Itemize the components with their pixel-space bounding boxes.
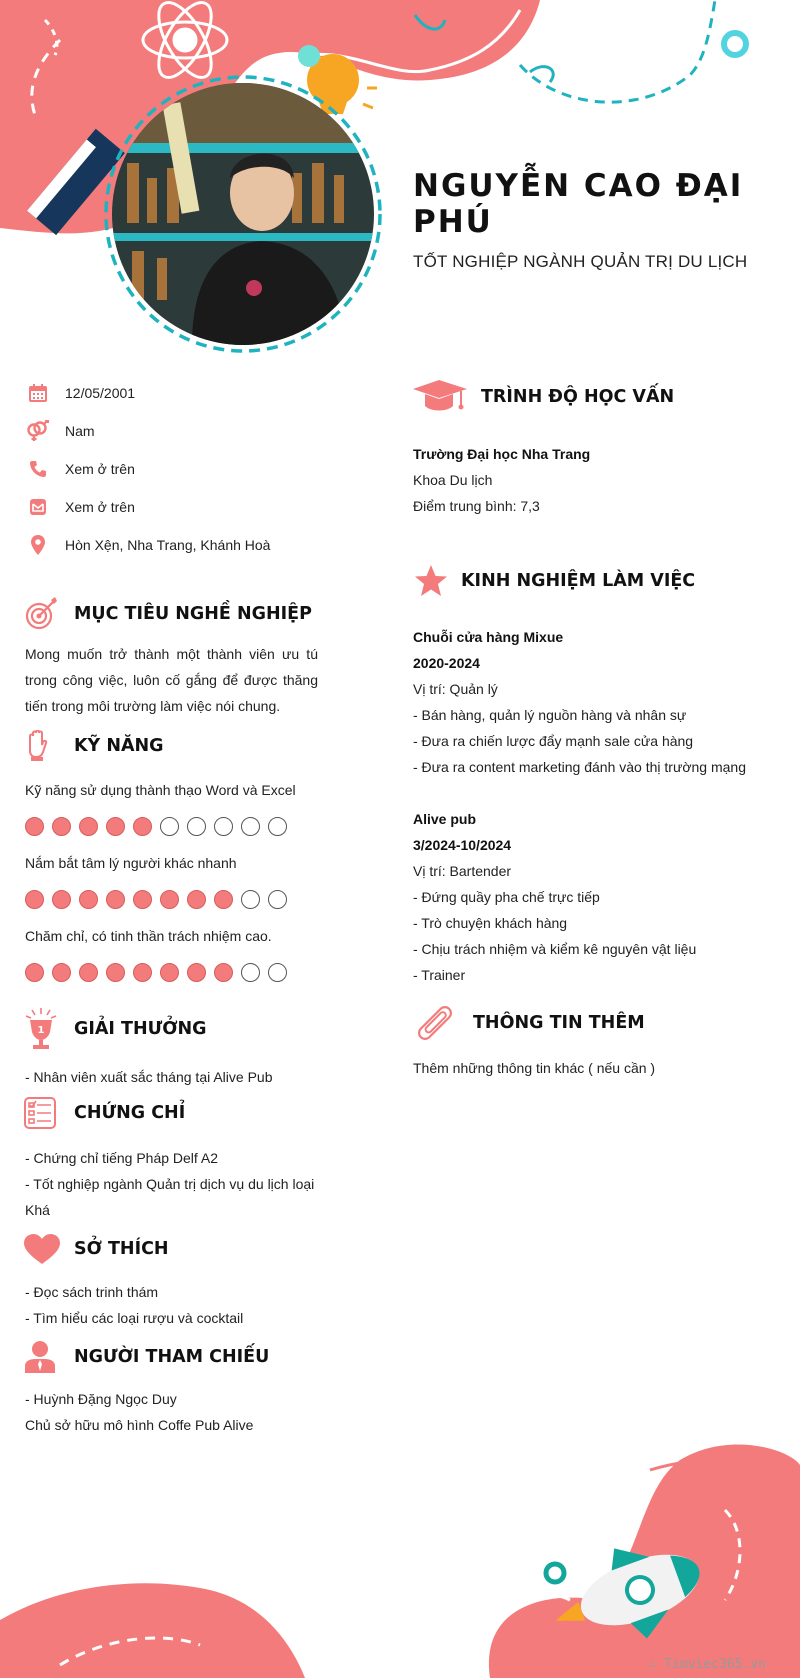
- email-text: Xem ở trên: [65, 499, 135, 515]
- hobbies-list: [25, 1279, 243, 1331]
- certificates-list: [25, 1145, 314, 1223]
- job-line: - Đưa ra content marketing đánh vào thị trường mạng: [413, 759, 746, 775]
- rating-dot-empty: [241, 890, 260, 909]
- phone-text: Xem ở trên: [65, 461, 135, 477]
- rating-dot-empty: [241, 817, 260, 836]
- location-pin-icon: [26, 533, 50, 557]
- awards-title: GIẢI THƯỞNG: [74, 1019, 207, 1039]
- rating-dot-filled: [133, 963, 152, 982]
- phone-icon: [26, 457, 50, 481]
- education-header: [413, 380, 674, 414]
- rating-dot-empty: [214, 817, 233, 836]
- rating-dot-empty: [187, 817, 206, 836]
- references-item: Chủ sở hữu mô hình Coffe Pub Alive: [25, 1417, 254, 1433]
- rating-dot-empty: [268, 963, 287, 982]
- candidate-title: TỐT NGHIỆP NGÀNH QUẢN TRỊ DU LỊCH: [413, 252, 748, 271]
- certificates-header: [24, 1097, 185, 1129]
- rating-dot-filled: [160, 963, 179, 982]
- additional-title: THÔNG TIN THÊM: [473, 1013, 645, 1033]
- skill-1-rating: [25, 817, 287, 836]
- job-line: - Trainer: [413, 967, 466, 983]
- gender-icon: [26, 419, 50, 443]
- job-line: - Chịu trách nhiệm và kiểm kê nguyên vật liệu: [413, 941, 697, 957]
- rating-dot-filled: [79, 817, 98, 836]
- skills-title: KỸ NĂNG: [74, 736, 164, 756]
- job-line: Vị trí: Quản lý: [413, 681, 498, 697]
- site-watermark: ∴ Timviec365.vn: [648, 1657, 766, 1672]
- star-icon: [413, 563, 449, 599]
- rating-dot-filled: [106, 817, 125, 836]
- rating-dot-filled: [52, 963, 71, 982]
- skill-3-name: Chăm chỉ, có tinh thần trách nhiệm cao.: [25, 928, 272, 944]
- rating-dot-filled: [25, 890, 44, 909]
- heart-icon: [24, 1234, 60, 1264]
- job-period: 2020-2024: [413, 655, 480, 671]
- education-school: Trường Đại học Nha Trang: [413, 446, 591, 462]
- hobbies-header: [24, 1234, 169, 1264]
- paperclip-icon: [413, 1003, 457, 1043]
- rating-dot-filled: [187, 890, 206, 909]
- rating-dot-filled: [214, 890, 233, 909]
- candidate-name: NGUYỄN CAO ĐẠI PHÚ: [413, 168, 744, 240]
- objective-body: [25, 641, 318, 719]
- rating-dot-filled: [79, 963, 98, 982]
- references-header: [24, 1340, 269, 1374]
- experience-title: KINH NGHIỆM LÀM VIỆC: [461, 571, 696, 591]
- references-list: [25, 1386, 253, 1438]
- contact-phone: [26, 456, 135, 482]
- hobbies-item: - Đọc sách trinh thám: [25, 1284, 159, 1300]
- raised-hand-icon: [24, 729, 50, 763]
- contact-email: [26, 494, 135, 520]
- rating-dot-filled: [52, 890, 71, 909]
- hobbies-item: - Tìm hiểu các loại rượu và cocktail: [25, 1310, 244, 1326]
- rating-dot-empty: [268, 890, 287, 909]
- target-icon: [24, 596, 60, 632]
- checklist-icon: [24, 1097, 56, 1129]
- rating-dot-filled: [106, 890, 125, 909]
- certificates-item: - Tốt nghiệp ngành Quản trị dịch vụ du lịch loại: [25, 1176, 315, 1192]
- job-line: - Đưa ra chiến lược đẩy mạnh sale cửa hàng: [413, 733, 694, 749]
- additional-text: Thêm những thông tin khác ( nếu cần ): [413, 1060, 656, 1076]
- additional-body: [413, 1055, 655, 1081]
- contact-gender: [26, 418, 95, 444]
- trophy-icon: [24, 1008, 58, 1050]
- certificates-item: Khá: [25, 1202, 50, 1218]
- skills-header: [24, 729, 164, 763]
- references-item: - Huỳnh Đặng Ngọc Duy: [25, 1391, 177, 1407]
- person-icon: [24, 1340, 56, 1374]
- graduation-cap-icon: [413, 380, 469, 414]
- contact-birthday: [26, 380, 135, 406]
- rating-dot-filled: [187, 963, 206, 982]
- objective-header: [24, 596, 312, 632]
- job-line: - Bán hàng, quản lý nguồn hàng và nhân sự: [413, 707, 687, 723]
- gender-text: Nam: [65, 423, 95, 439]
- job-company: Chuỗi cửa hàng Mixue: [413, 629, 564, 645]
- rating-dot-filled: [25, 963, 44, 982]
- rating-dot-filled: [160, 890, 179, 909]
- rating-dot-filled: [133, 890, 152, 909]
- job-period: 3/2024-10/2024: [413, 837, 512, 853]
- skill-1-name: Kỹ năng sử dụng thành thạo Word và Excel: [25, 782, 296, 798]
- rating-dot-filled: [106, 963, 125, 982]
- svg-text:1: 1: [37, 1025, 45, 1036]
- skill-2-name: Nắm bắt tâm lý người khác nhanh: [25, 855, 237, 871]
- awards-item: - Nhân viên xuất sắc tháng tại Alive Pub: [25, 1069, 273, 1085]
- rating-dot-empty: [160, 817, 179, 836]
- awards-header: [24, 1008, 207, 1050]
- education-body: [413, 441, 590, 519]
- contact-address: [26, 532, 270, 558]
- birthday-text: 12/05/2001: [65, 385, 136, 401]
- rating-dot-filled: [214, 963, 233, 982]
- experience-job-1: [413, 624, 746, 780]
- objective-text: Mong muốn trở thành một thành viên ưu tú trong công việc, luôn cố gắng để được thăng tiến trong môi trường làm việc nói chung.: [25, 646, 318, 714]
- rating-dot-empty: [241, 963, 260, 982]
- address-text: Hòn Xện, Nha Trang, Khánh Hoà: [65, 537, 271, 553]
- rating-dot-empty: [268, 817, 287, 836]
- job-line: - Trò chuyện khách hàng: [413, 915, 568, 931]
- awards-list: [25, 1064, 272, 1090]
- rating-dot-filled: [25, 817, 44, 836]
- references-title: NGƯỜI THAM CHIẾU: [74, 1347, 270, 1367]
- rating-dot-filled: [52, 817, 71, 836]
- experience-job-2: [413, 806, 696, 988]
- education-line: Khoa Du lịch: [413, 472, 493, 488]
- objective-title: MỤC TIÊU NGHỀ NGHIỆP: [74, 604, 312, 624]
- job-line: - Đứng quầy pha chế trực tiếp: [413, 889, 600, 905]
- experience-header: [413, 563, 695, 599]
- rating-dot-filled: [79, 890, 98, 909]
- skill-2-rating: [25, 890, 287, 909]
- skill-3-rating: [25, 963, 287, 982]
- calendar-icon: [26, 381, 50, 405]
- education-line: Điểm trung bình: 7,3: [413, 498, 540, 514]
- certificates-item: - Chứng chỉ tiếng Pháp Delf A2: [25, 1150, 219, 1166]
- additional-header: [413, 1003, 645, 1043]
- job-line: Vị trí: Bartender: [413, 863, 512, 879]
- rating-dot-filled: [133, 817, 152, 836]
- job-company: Alive pub: [413, 811, 477, 827]
- email-icon: [26, 495, 50, 519]
- certificates-title: CHỨNG CHỈ: [74, 1103, 186, 1123]
- hobbies-title: SỞ THÍCH: [74, 1239, 169, 1259]
- profile-photo: [112, 83, 374, 345]
- education-title: TRÌNH ĐỘ HỌC VẤN: [481, 387, 675, 407]
